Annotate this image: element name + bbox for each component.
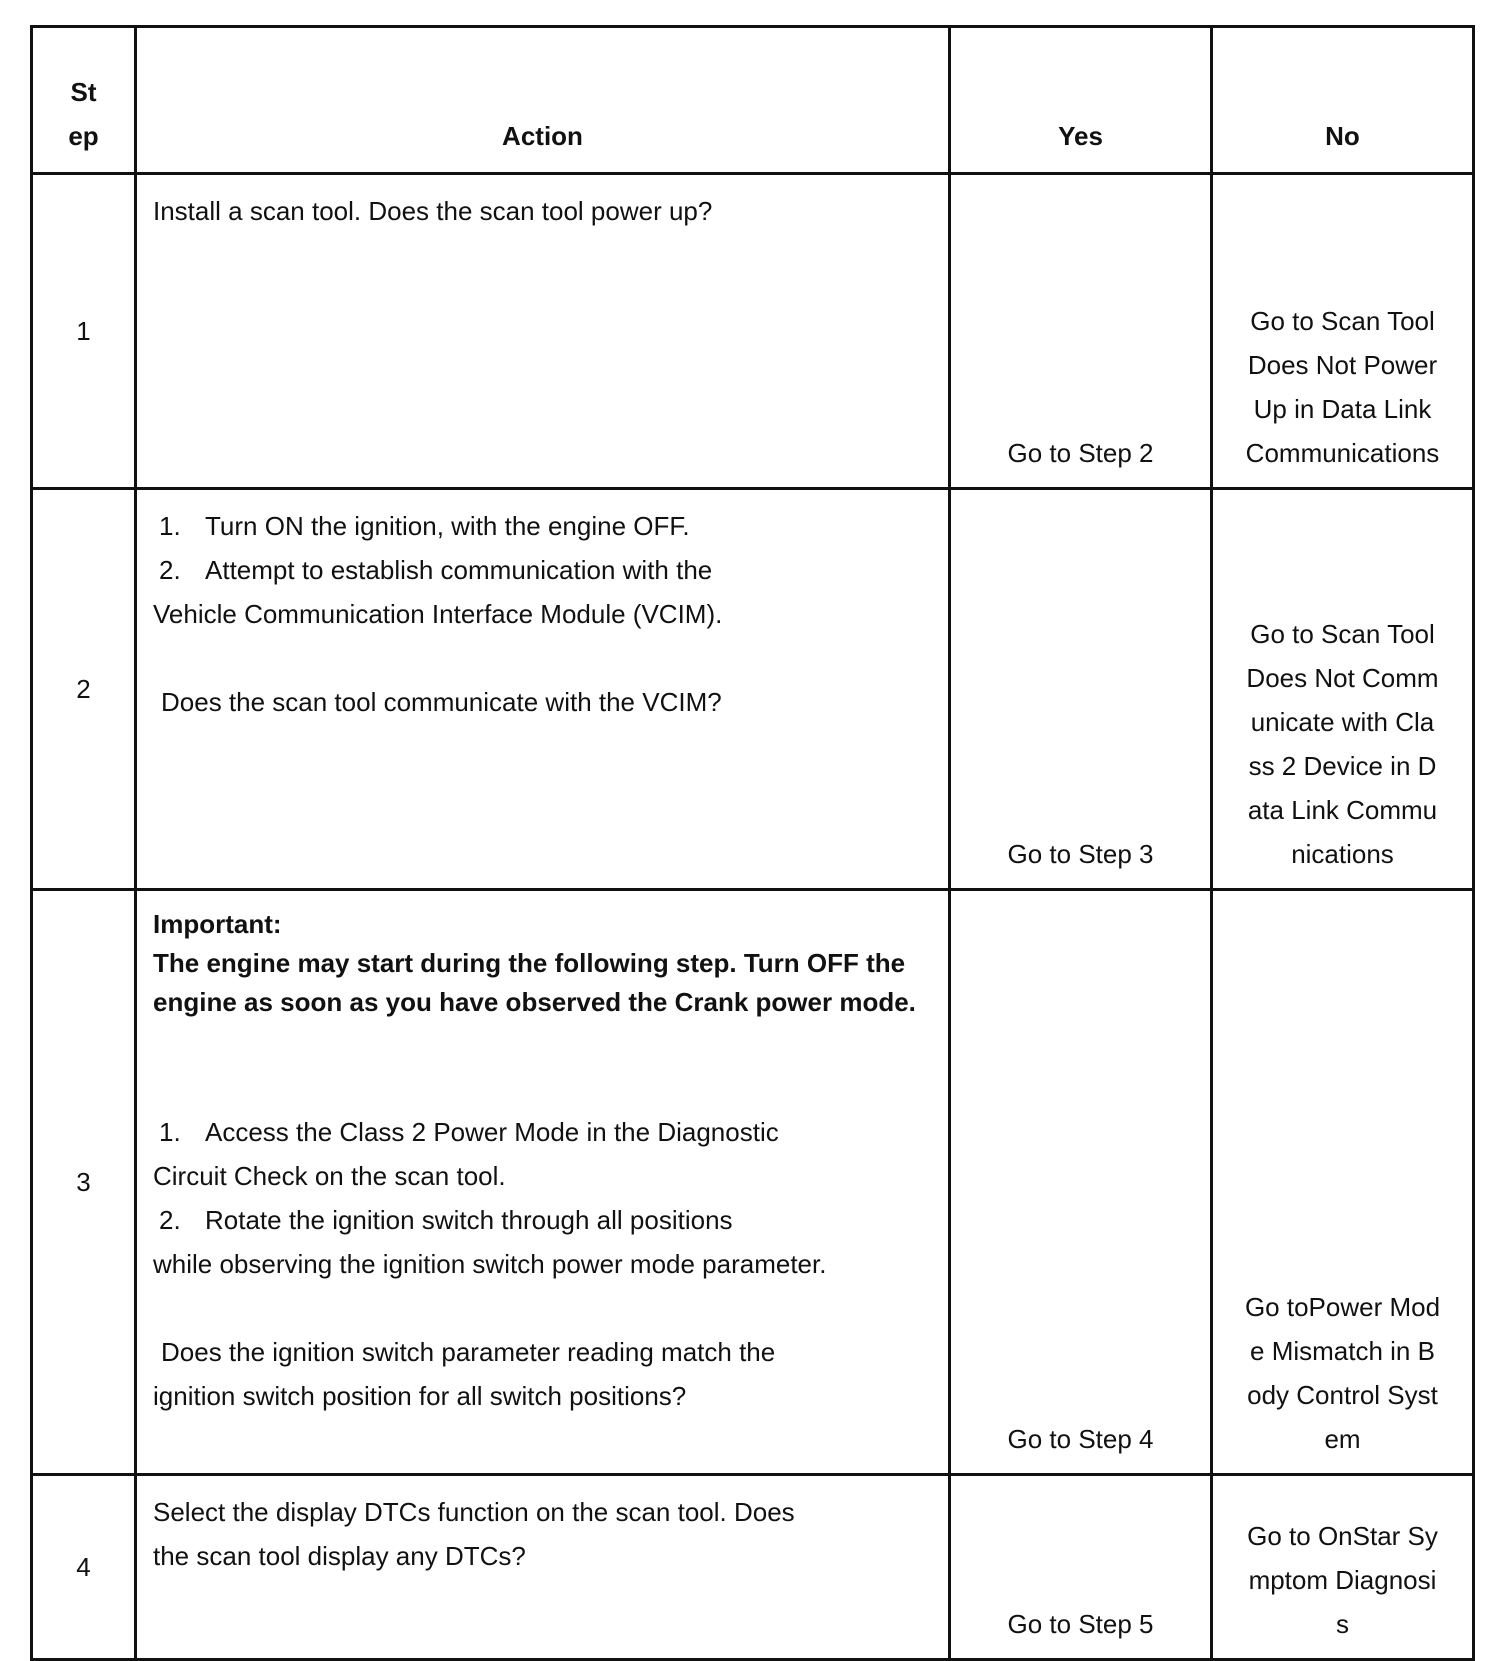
yes-cell: Go to Step 3: [950, 489, 1212, 890]
step-number: 2: [32, 489, 136, 890]
no-text: Go toPower Mode Mismatch in Body Control System: [1244, 1292, 1441, 1454]
table-row: [32, 174, 1474, 489]
yes-cell: Go to Step 4: [950, 890, 1212, 1475]
action-text: the scan tool display any DTCs?: [153, 1541, 526, 1571]
step-number: 4: [32, 1475, 136, 1660]
spacer: [153, 1022, 934, 1066]
no-text: Go to OnStar Symptom Diagnosis: [1247, 1521, 1438, 1639]
header-step: [32, 27, 136, 174]
action-cell: [136, 489, 950, 890]
action-cell: [136, 174, 950, 489]
question-text: ignition switch position for all switch positions?: [153, 1381, 687, 1411]
table-row: [32, 890, 1474, 1475]
step-number: 3: [32, 890, 136, 1475]
header-row: [32, 27, 1474, 174]
action-text: Select the display DTCs function on the scan tool. Does: [153, 1497, 795, 1527]
important-label: Important:: [153, 909, 282, 939]
list-item: 1. Access the Class 2 Power Mode in the Diagnostic: [159, 1117, 779, 1147]
spacer: [153, 1066, 934, 1110]
list-item-continuation: Vehicle Communication Interface Module (VCIM).: [153, 599, 723, 629]
header-step-line1: St: [70, 77, 97, 107]
no-text: Go to Scan Tool Does Not Power Up in Data Link Communications: [1245, 306, 1440, 468]
no-cell: [1212, 489, 1474, 890]
spacer: [153, 636, 934, 680]
list-item-continuation: Circuit Check on the scan tool.: [153, 1161, 506, 1191]
question-text: Does the scan tool communicate with the VCIM?: [161, 687, 722, 717]
action-cell: [136, 890, 950, 1475]
spacer: [153, 1286, 934, 1330]
header-action: Action: [136, 27, 950, 174]
action-text: Install a scan tool. Does the scan tool power up?: [153, 196, 713, 226]
yes-cell: Go to Step 2: [950, 174, 1212, 489]
diagnostic-table: [30, 25, 1475, 1661]
header-no: No: [1212, 27, 1474, 174]
list-item: 2. Attempt to establish communication with the: [159, 555, 713, 585]
header-step-line2: ep: [68, 121, 99, 151]
question-text: Does the ignition switch parameter reading match the: [161, 1337, 776, 1367]
step-number: 1: [32, 174, 136, 489]
no-text: Go to Scan Tool Does Not Communicate with Class 2 Device in Data Link Communications: [1246, 619, 1439, 869]
list-item-continuation: while observing the ignition switch power mode parameter.: [153, 1249, 827, 1279]
list-item: 1. Turn ON the ignition, with the engine OFF.: [159, 511, 690, 541]
table-row: [32, 489, 1474, 890]
header-yes: Yes: [950, 27, 1212, 174]
important-text: The engine may start during the following step. Turn OFF the engine as soon as you have observed the Crank power mode.: [153, 948, 916, 1017]
list-item: 2. Rotate the ignition switch through all positions: [159, 1205, 733, 1235]
no-cell: [1212, 890, 1474, 1475]
no-cell: [1212, 174, 1474, 489]
yes-cell: Go to Step 5: [950, 1475, 1212, 1660]
